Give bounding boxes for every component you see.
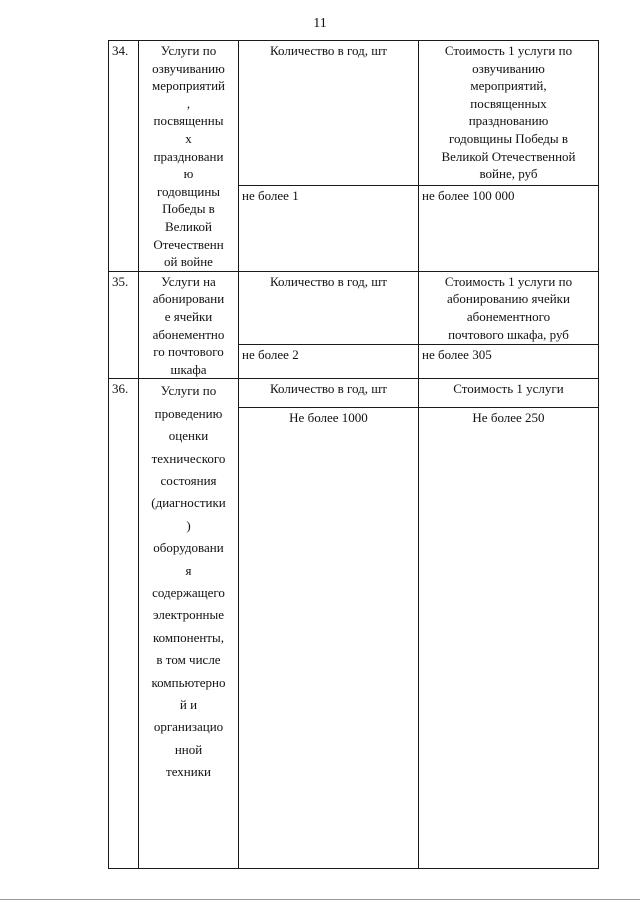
service-name-line: ,	[186, 95, 191, 111]
service-name-line: ой войне	[164, 254, 213, 270]
cost-header-line: Стоимость 1 услуги по	[444, 273, 573, 289]
service-name-line: праздновани	[153, 148, 224, 164]
cost-header-line: мероприятий,	[470, 78, 547, 94]
service-name-line: проведению	[154, 405, 223, 421]
service-name-line: электронные	[152, 607, 224, 623]
cost-header-line: посвященных	[470, 95, 547, 111]
page-bottom-rule	[0, 899, 640, 900]
service-name-line: мероприятий	[152, 78, 225, 94]
service-name-line: озвучиванию	[152, 60, 225, 76]
service-name	[139, 271, 239, 379]
cost-header-line: Стоимость 1 услуги по	[444, 43, 573, 58]
service-name-line: я	[185, 562, 192, 578]
service-name-line: х	[185, 130, 192, 146]
cost-header-line: Стоимость 1 услуги	[453, 381, 564, 397]
row-number: 35.	[109, 271, 139, 379]
cost-header-line: празднованию	[468, 113, 549, 129]
service-name-line: абонементно	[152, 326, 225, 342]
service-name-line: нной	[174, 741, 203, 757]
quantity-value: не более 2	[239, 344, 419, 378]
cost-value: не более 100 000	[419, 186, 599, 271]
service-name-line: организацио	[153, 719, 224, 735]
service-name	[139, 379, 239, 869]
service-name-line: абонировани	[152, 291, 225, 307]
cost-header-line: Великой Отечественной	[441, 148, 576, 164]
service-name	[139, 41, 239, 272]
cost-header-line: абонементного	[466, 308, 551, 324]
service-name-line: ю	[183, 166, 194, 182]
table-row	[109, 379, 599, 408]
service-name-line: )	[186, 517, 191, 533]
service-name-line: Услуги на	[161, 273, 216, 289]
page-number: 11	[313, 16, 327, 31]
cost-header-line: абонированию ячейки	[447, 291, 570, 307]
quantity-value: Не более 1000	[239, 408, 419, 869]
service-name-line: техники	[166, 764, 211, 780]
service-name-line: посвященны	[153, 113, 224, 129]
service-name-line: шкафа	[170, 361, 207, 377]
service-name-line: компоненты,	[153, 629, 224, 645]
service-name-line: содержащего	[152, 584, 225, 600]
service-name-line: е ячейки	[164, 308, 213, 324]
cost-header-line: годовщины Победы в	[449, 130, 568, 146]
cost-header	[419, 379, 599, 408]
cost-header-line: войне, руб	[479, 166, 538, 182]
service-name-line: (диагностики	[151, 495, 226, 511]
service-name-line: Услуги по	[160, 43, 217, 58]
cost-header-line: озвучиванию	[472, 60, 545, 76]
service-name-line: й и	[179, 696, 198, 712]
quantity-header: Количество в год, шт	[239, 379, 419, 408]
quantity-header: Количество в год, шт	[239, 271, 419, 344]
service-name-line: годовщины	[156, 183, 221, 199]
service-name-line: в том числе	[156, 652, 221, 668]
service-name-line: состояния	[160, 472, 217, 488]
service-name-line: оборудовани	[153, 540, 224, 556]
quantity-header: Количество в год, шт	[239, 41, 419, 186]
service-name-line: го почтового	[153, 344, 224, 360]
service-name-line: Отечественн	[153, 236, 224, 252]
services-table	[108, 40, 599, 869]
service-name-line: компьютерно	[151, 674, 226, 690]
table-row	[109, 41, 599, 186]
service-name-line: Великой	[165, 218, 212, 234]
row-number: 36.	[109, 379, 139, 869]
service-name-line: Услуги по	[160, 383, 217, 399]
cost-header	[419, 271, 599, 344]
cost-value: Не более 250	[419, 408, 599, 869]
table-row	[109, 271, 599, 344]
cost-value: не более 305	[419, 344, 599, 378]
service-name-line: технического	[151, 450, 226, 466]
service-name-line: Победы в	[162, 201, 215, 217]
quantity-value: не более 1	[239, 186, 419, 271]
service-name-line: оценки	[168, 428, 209, 444]
cost-header	[419, 41, 599, 186]
row-number: 34.	[109, 41, 139, 272]
cost-header-line: почтового шкафа, руб	[448, 326, 569, 342]
